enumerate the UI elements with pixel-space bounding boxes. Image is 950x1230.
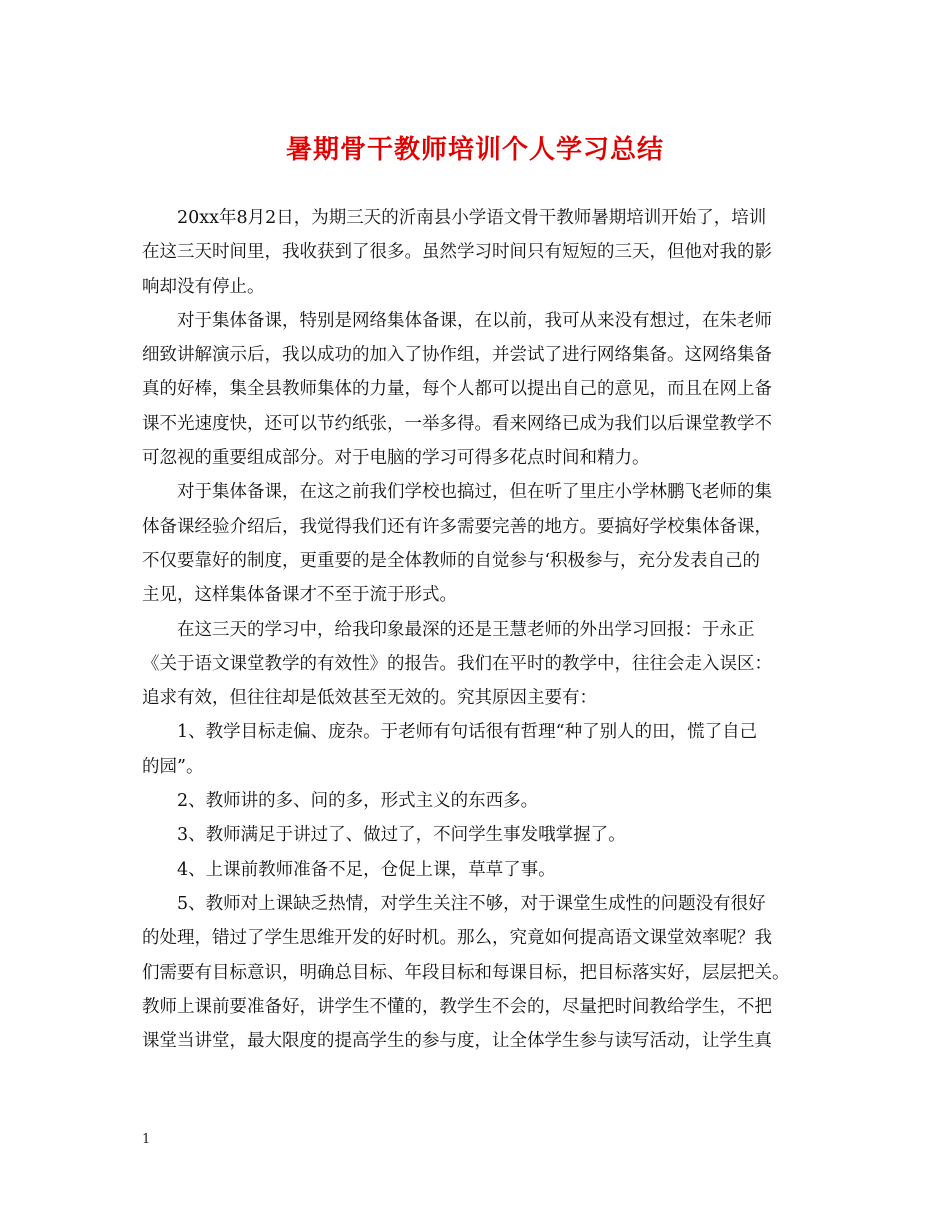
text-line: 2、教师讲的多、问的多，形式主义的东西多。 bbox=[177, 791, 539, 812]
text-line: 教师上课前要准备好，讲学生不懂的，教学生不会的，尽量把时间教给学生，不把 bbox=[142, 996, 772, 1017]
text-line: 在这三天的学习中，给我印象最深的还是王慧老师的外出学习回报：于永正 bbox=[177, 619, 755, 640]
text-line: 课堂当讲堂，最大限度的提高学生的参与度，让全体学生参与读写活动，让学生真 bbox=[142, 1031, 772, 1052]
text-line: 20xx年8月2日，为期三天的沂南县小学语文骨干教师暑期培训开始了，培训 bbox=[177, 208, 767, 228]
text-line: 的处理，错过了学生思维开发的好时机。那么，究竟如何提高语文课堂效率呢？我 bbox=[142, 928, 772, 949]
text-line: 3、教师满足于讲过了、做过了，不问学生事发哦掌握了。 bbox=[177, 825, 626, 846]
text-line: 《关于语文课堂教学的有效性》的报告。我们在平时的教学中，往往会走入误区： bbox=[142, 653, 772, 674]
text-line: 1、教学目标走偏、庞杂。于老师有句话很有哲理“种了别人的田，慌了自己 bbox=[177, 722, 758, 743]
text-line: 对于集体备课，特别是网络集体备课，在以前，我可从来没有想过，在朱老师 bbox=[177, 310, 772, 331]
page-number: 1 bbox=[142, 1132, 151, 1147]
document-title: 暑期骨干教师培训个人学习总结 bbox=[285, 135, 664, 165]
text-line: 响却没有停止。 bbox=[142, 276, 265, 297]
text-line: 的园”。 bbox=[142, 756, 204, 777]
text-line: 体备课经验介绍后，我觉得我们还有许多需要完善的地方。要搞好学校集体备课， bbox=[142, 516, 772, 537]
text-line: 对于集体备课，在这之前我们学校也搞过，但在听了里庄小学林鹏飞老师的集 bbox=[177, 482, 772, 503]
text-line: 4、上课前教师准备不足，仓促上课，草草了事。 bbox=[177, 859, 556, 880]
text-line: 5、教师对上课缺乏热情，对学生关注不够，对于课堂生成性的问题没有很好 bbox=[177, 893, 766, 914]
text-line: 在这三天时间里，我收获到了很多。虽然学习时间只有短短的三天，但他对我的影 bbox=[142, 242, 772, 263]
text-line: 课不光速度快，还可以节约纸张，一举多得。看来网络已成为我们以后课堂教学不 bbox=[142, 413, 772, 434]
text-line: 追求有效，但往往却是低效甚至无效的。究其原因主要有： bbox=[142, 688, 597, 709]
text-line: 真的好棒，集全县教师集体的力量，每个人都可以提出自己的意见，而且在网上备 bbox=[142, 379, 772, 400]
text-line: 不仅要靠好的制度，更重要的是全体教师的自觉参与‘积极参与，充分发表自己的 bbox=[142, 550, 761, 571]
document-body bbox=[142, 201, 810, 1058]
text-line: 主见，这样集体备课才不至于流于形式。 bbox=[142, 585, 457, 606]
text-line: 们需要有目标意识，明确总目标、年段目标和每课目标，把目标落实好，层层把关。 bbox=[142, 962, 790, 983]
text-line: 可忽视的重要组成部分。对于电脑的学习可得多花点时间和精力。 bbox=[142, 448, 650, 469]
text-line: 细致讲解演示后，我以成功的加入了协作组，并尝试了进行网络集备。这网络集备 bbox=[142, 345, 772, 366]
